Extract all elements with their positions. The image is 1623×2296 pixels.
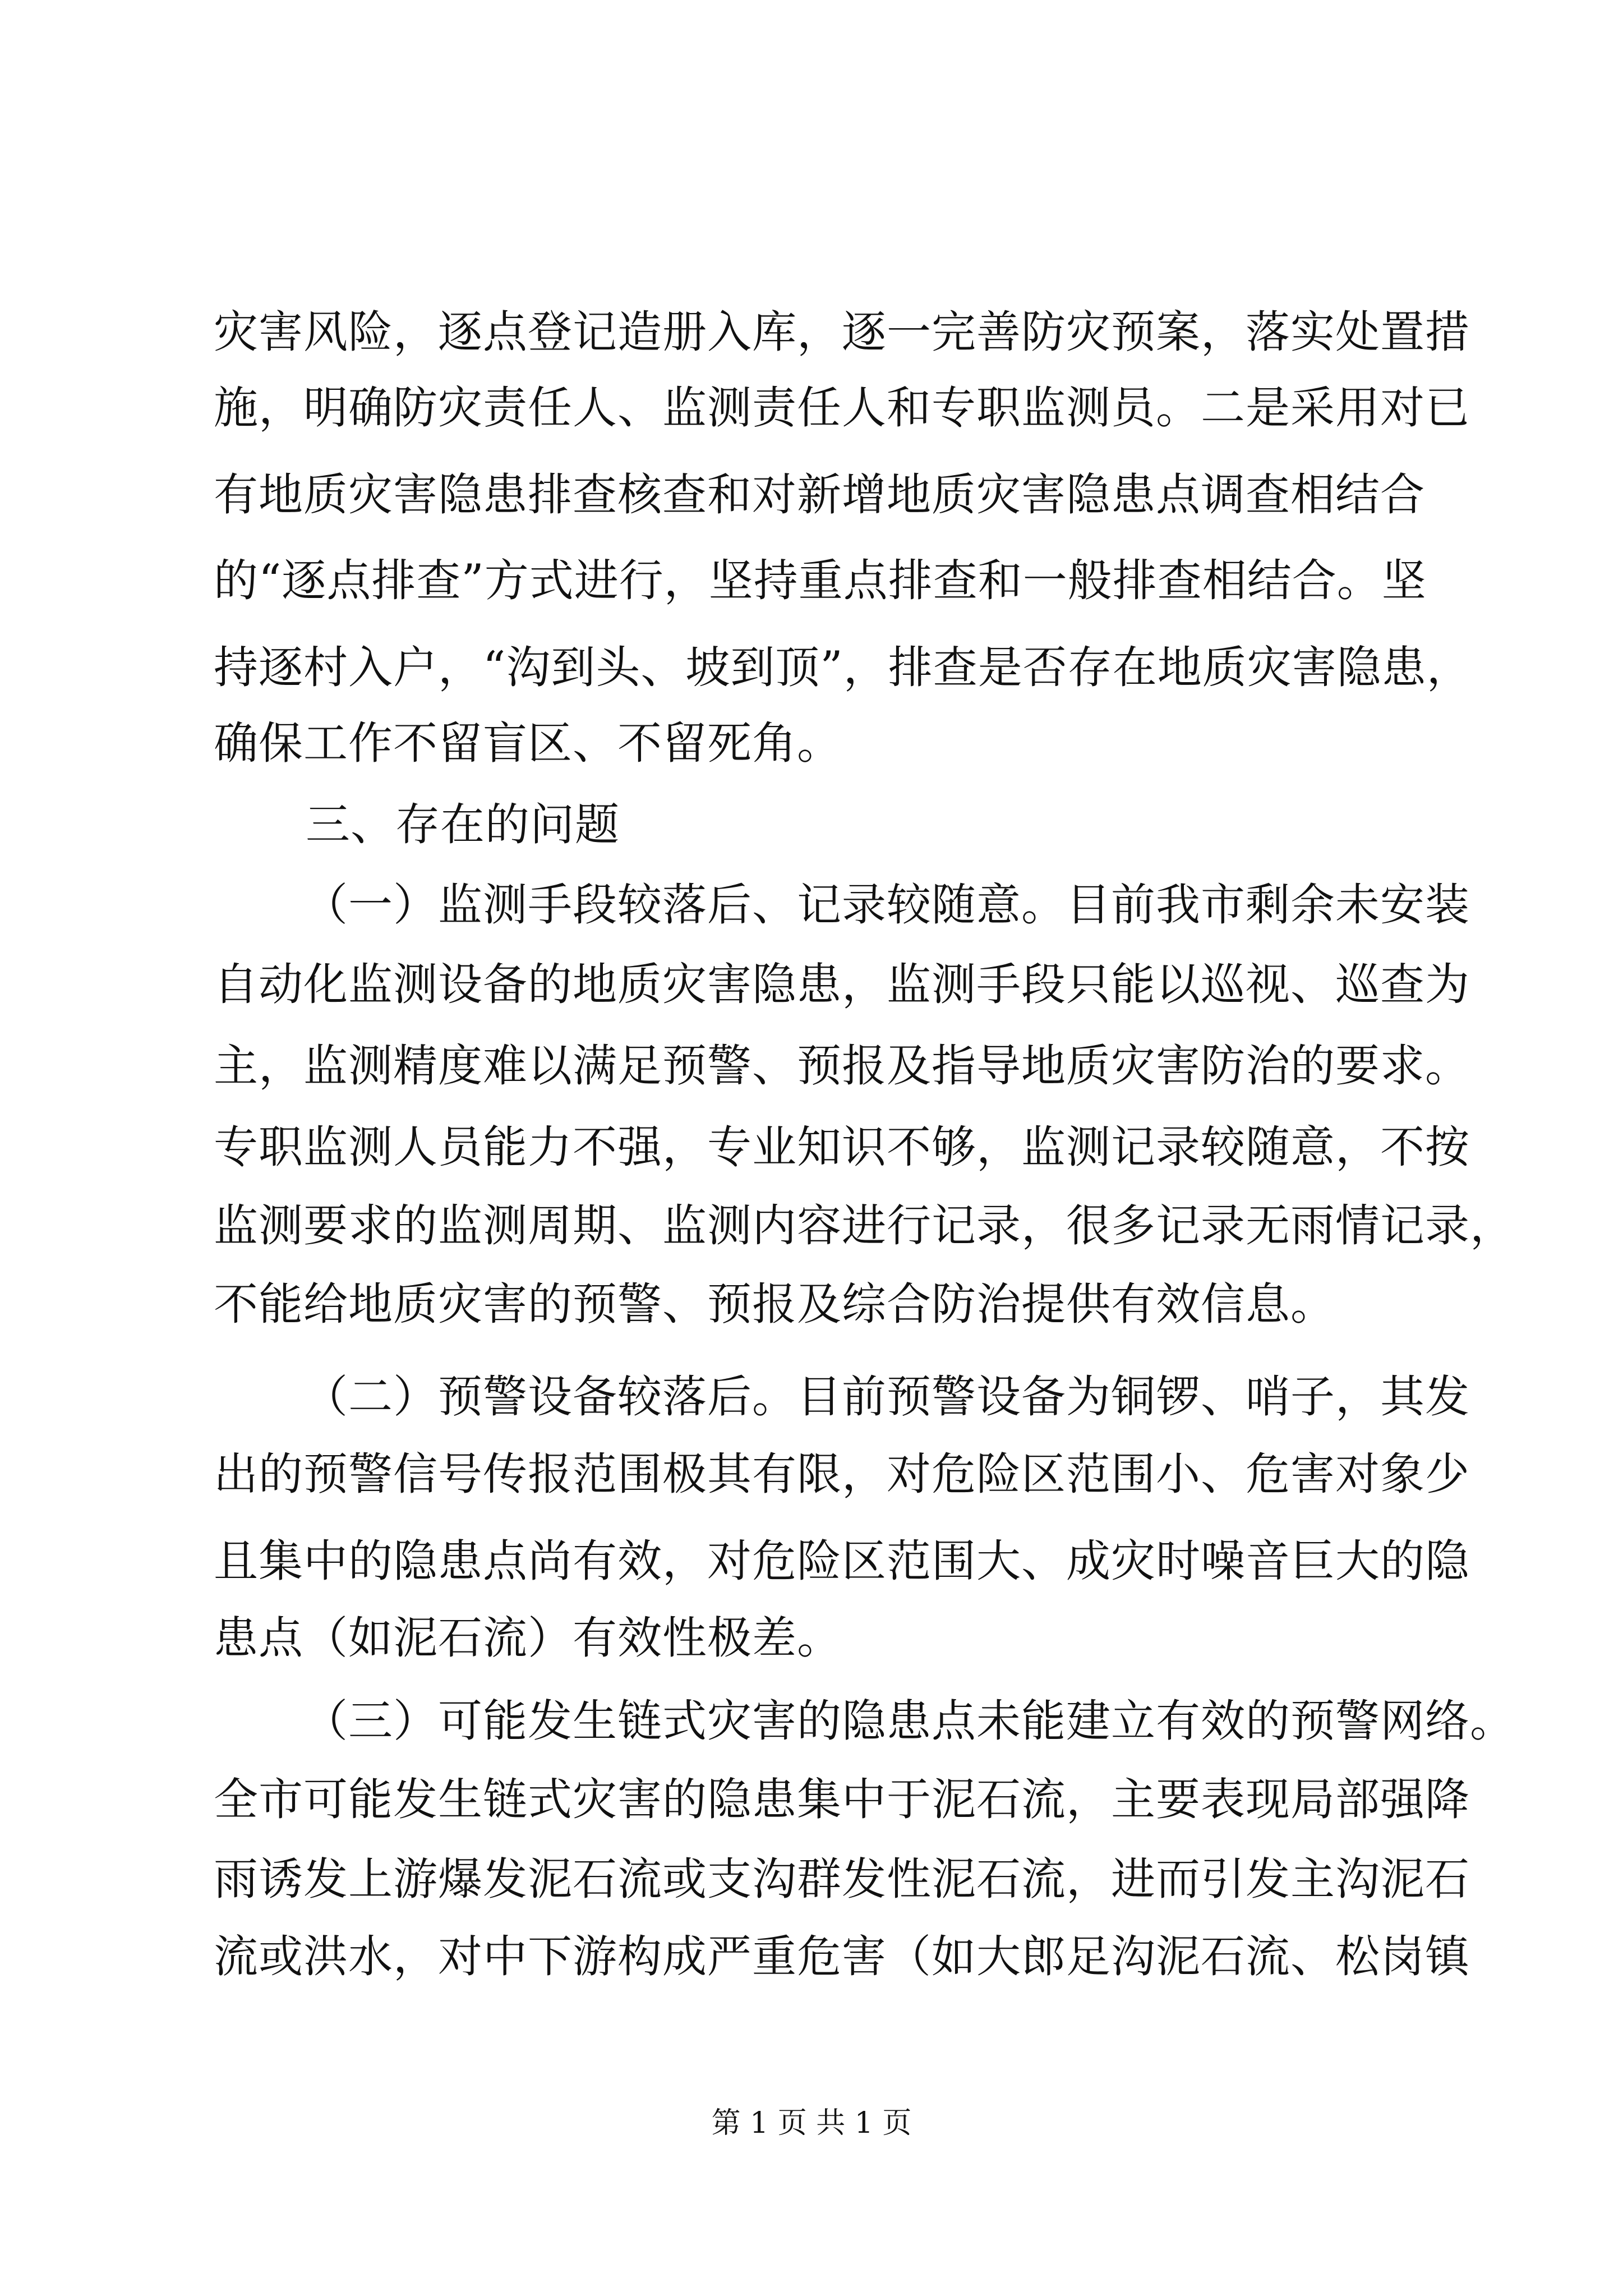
paragraph-line-19: 全市可能发生链式灾害的隐患集中于泥石流，主要表现局部强降 bbox=[214, 1774, 1470, 1825]
paragraph-line-8: （一）监测手段较落后、记录较随意。目前我市剩余未安装 bbox=[303, 879, 1470, 931]
section-heading: 三、存在的问题 bbox=[306, 799, 620, 850]
paragraph-line-1: 灾害风险，逐点登记造册入库，逐一完善防灾预案，落实处置措 bbox=[214, 306, 1470, 358]
page-number-footer: 第 1 页 共 1 页 bbox=[711, 2106, 912, 2140]
paragraph-line-2: 施，明确防灾责任人、监测责任人和专职监测员。二是采用对已 bbox=[214, 382, 1470, 434]
paragraph-line-17: 患点（如泥石流）有效性极差。 bbox=[214, 1612, 842, 1664]
paragraph-line-9: 自动化监测设备的地质灾害隐患，监测手段只能以巡视、巡查为 bbox=[214, 959, 1470, 1010]
paragraph-line-11: 专职监测人员能力不强，专业知识不够，监测记录较随意，不按 bbox=[214, 1121, 1470, 1173]
paragraph-line-14: （二）预警设备较落后。目前预警设备为铜锣、哨子，其发 bbox=[303, 1371, 1470, 1423]
paragraph-line-21: 流或洪水，对中下游构成严重危害（如大郎足沟泥石流、松岗镇 bbox=[214, 1931, 1470, 1982]
paragraph-line-10: 主，监测精度难以满足预警、预报及指导地质灾害防治的要求。 bbox=[214, 1040, 1470, 1092]
paragraph-line-6: 确保工作不留盲区、不留死角。 bbox=[214, 717, 842, 769]
paragraph-line-15: 出的预警信号传报范围极其有限，对危险区范围小、危害对象少 bbox=[214, 1448, 1470, 1500]
paragraph-line-4: 的“逐点排查”方式进行，坚持重点排查和一般排查相结合。坚 bbox=[214, 555, 1427, 606]
paragraph-line-18: （三）可能发生链式灾害的隐患点未能建立有效的预警网络。 bbox=[303, 1695, 1515, 1747]
paragraph-line-13: 不能给地质灾害的预警、预报及综合防治提供有效信息。 bbox=[214, 1278, 1335, 1330]
paragraph-line-3: 有地质灾害隐患排查核查和对新增地质灾害隐患点调查相结合 bbox=[214, 469, 1425, 521]
paragraph-line-16: 且集中的隐患点尚有效，对危险区范围大、成灾时噪音巨大的隐 bbox=[214, 1535, 1470, 1587]
paragraph-line-20: 雨诱发上游爆发泥石流或支沟群发性泥石流，进而引发主沟泥石 bbox=[214, 1853, 1470, 1905]
paragraph-line-12: 监测要求的监测周期、监测内容进行记录，很多记录无雨情记录， bbox=[214, 1200, 1515, 1251]
paragraph-line-5: 持逐村入户，“沟到头、坡到顶”，排查是否存在地质灾害隐患， bbox=[214, 642, 1472, 693]
